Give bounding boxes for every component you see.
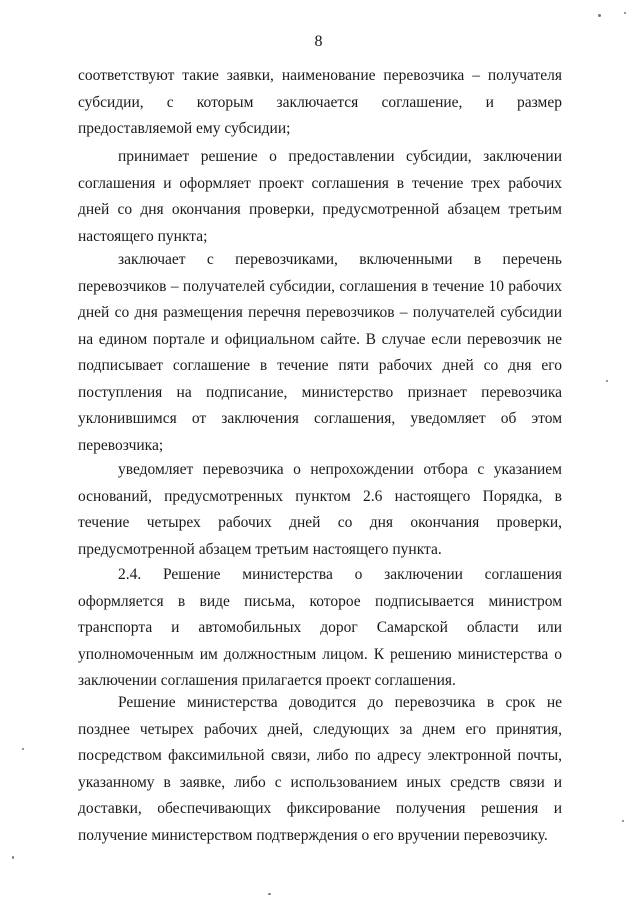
scan-speck [12, 856, 14, 859]
scan-speck [606, 380, 608, 382]
paragraph-notify-rejection: уведомляет перевозчика о непрохождении отбора с указанием оснований, предусмотренных пунктом 2.6 настоящего Порядка, в течение четырех рабочих дней со дня окончания проверки, предусмотренной абзацем третьим настоящего пункта. [78, 461, 562, 558]
scan-speck [598, 14, 601, 17]
paragraph-continuation: соответствуют такие заявки, наименование перевозчика – получателя субсидии, с которым заключается соглашение, и размер предоставляемой ему субсидии; [78, 67, 562, 137]
scan-speck [268, 893, 271, 895]
paragraph-section-2-4: 2.4. Решение министерства о заключении соглашения оформляется в виде письма, которое подписывается министром транспорта и автомобильных дорог Самарской области или уполномоченным им должностным лицом. К решению министерства о заключении соглашения прилагается проект соглашения. [78, 566, 562, 689]
paragraph-decision-delivery: Решение министерства доводится до перевозчика в срок не позднее четырех рабочих дней, следующих за днем его принятия, посредством факсимильной связи, либо по адресу электронной почты, указанному в заявке, либо с использованием иных средств связи и доставки, обеспечивающих фиксирование получения решения и получение министерством подтверждения о его вручении перевозчику. [78, 694, 562, 844]
scan-speck [624, 12, 626, 14]
scan-speck [622, 820, 624, 822]
page-number: 8 [314, 33, 323, 50]
scan-speck [22, 748, 24, 750]
paragraph-decision: принимает решение о предоставлении субсидии, заключении соглашения и оформляет проект соглашения в течение трех рабочих дней со дня окончания проверки, предусмотренной абзацем третьим настоящего пункта; [78, 148, 562, 245]
paragraph-conclude-agreement: заключает с перевозчиками, включенными в перечень перевозчиков – получателей субсидии, соглашения в течение 10 рабочих дней со дня размещения перечня перевозчиков – получателей субсидии на едином портале и официальном сайте. В случае если перевозчик не подписывает соглашение в течение пяти рабочих дней со дня его поступления на подписание, министерство признает перевозчика уклонившимся от заключения соглашения, уведомляет об этом перевозчика; [78, 251, 562, 454]
